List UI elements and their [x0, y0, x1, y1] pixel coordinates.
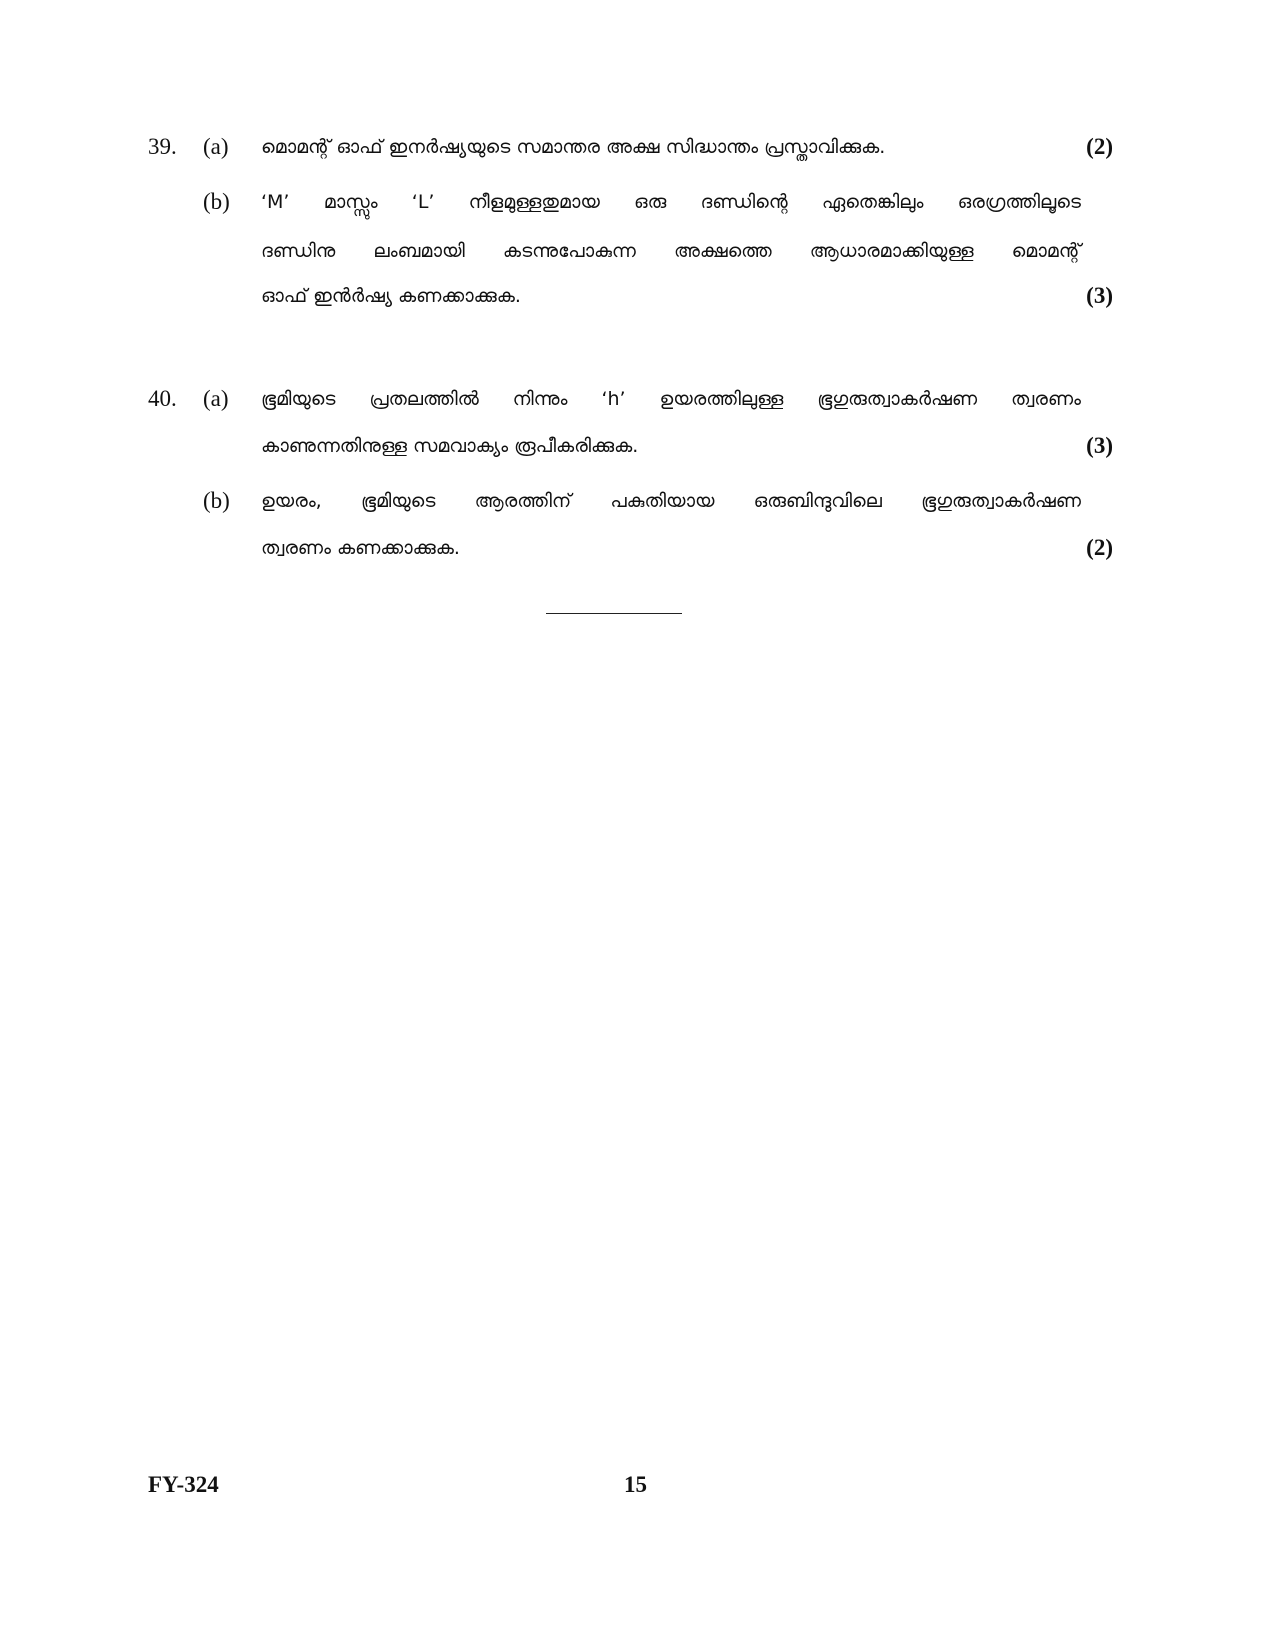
part-label: (a): [203, 386, 229, 411]
question-text-line: ഉയരം, ഭൂമിയുടെ ആരത്തിന് പകുതിയായ ഒരുബിന്ദുവിലെ ഭൂഗുരുത്വാകർഷണ: [261, 490, 1081, 512]
marks-label: (2): [1086, 535, 1113, 560]
part-label: (b): [203, 189, 230, 214]
question-text-line: ഓഫ് ഇൻർഷ്യ കണക്കാക്കുക.: [261, 285, 521, 307]
end-of-questions-divider: [546, 613, 682, 614]
question-text-line: കാണുന്നതിനുള്ള സമവാക്യം രൂപീകരിക്കുക.: [261, 435, 639, 457]
marks-label: (2): [1086, 134, 1113, 159]
question-number: 40.: [148, 386, 177, 411]
question-text-line: മൊമന്റ് ഓഫ് ഇനർഷ്യയുടെ സമാന്തര അക്ഷ സിദ്ധാന്തം പ്രസ്താവിക്കുക.: [261, 136, 886, 158]
paper-code: FY-324: [148, 1472, 219, 1497]
question-text-line: ‘M’ മാസ്സും ‘L’ നീളമുള്ളതുമായ ഒരു ദണ്ഡിന്റെ ഏതെങ്കിലും ഒരഗ്രത്തിലൂടെ: [261, 191, 1081, 213]
question-number: 39.: [148, 134, 177, 159]
part-label: (b): [203, 488, 230, 513]
question-text-line: ദണ്ഡിനു ലംബമായി കടന്നുപോകുന്ന അക്ഷത്തെ ആധാരമാക്കിയുള്ള മൊമന്റ്: [261, 240, 1081, 262]
question-text-line: ഭൂമിയുടെ പ്രതലത്തിൽ നിന്നും ‘h’ ഉയരത്തിലുള്ള ഭൂഗുരുത്വാകർഷണ ത്വരണം: [261, 388, 1081, 410]
marks-label: (3): [1086, 433, 1113, 458]
part-label: (a): [203, 134, 229, 159]
question-text-line: ത്വരണം കണക്കാക്കുക.: [261, 537, 460, 559]
marks-label: (3): [1086, 283, 1113, 308]
page-number: 15: [624, 1472, 647, 1497]
